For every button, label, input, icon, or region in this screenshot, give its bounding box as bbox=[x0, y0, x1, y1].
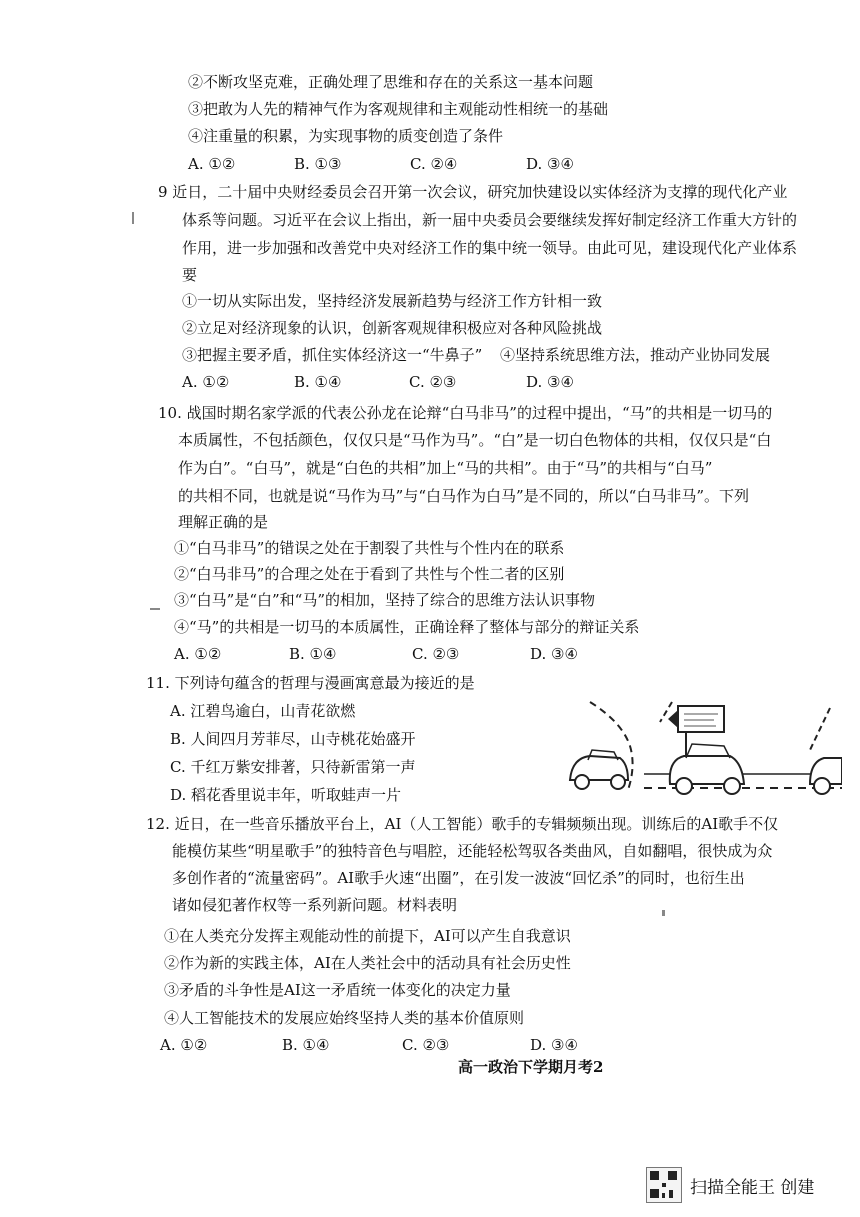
q10-statement-2: ②“白马非马”的合理之处在于看到了共性与个性二者的区别 bbox=[174, 565, 565, 583]
q12-statement-1: ①在人类充分发挥主观能动性的前提下，AI可以产生自我意识 bbox=[164, 927, 571, 945]
q9-statement-3: ③把握主要矛盾，抓住实体经济这一“牛鼻子” bbox=[182, 346, 483, 364]
q9-option-a: A. ①② bbox=[182, 373, 230, 391]
q9-stem-line-3: 作用，进一步加强和改善党中央对经济工作的集中统一领导。由此可见，建设现代化产业体系 bbox=[182, 239, 798, 257]
qr-code-icon bbox=[646, 1167, 682, 1203]
q11-option-d: D. 稻花香里说丰年，听取蛙声一片 bbox=[170, 786, 402, 804]
q10-stem-line-3: 作为白”。“白马”，就是“白色的共相”加上“马的共相”。由于“马”的共相与“白马” bbox=[178, 459, 713, 477]
q9-option-b: B. ①④ bbox=[294, 373, 342, 391]
q12-stem-line-2: 能模仿某些“明星歌手”的独特音色与唱腔，还能轻松驾驭各类曲风，自如翻唱，很快成为众 bbox=[172, 842, 773, 860]
q12-stem-line-1: 12. 近日，在一些音乐播放平台上，AI（人工智能）歌手的专辑频频出现。训练后的AI歌手不仅 bbox=[146, 815, 779, 833]
q10-option-b: B. ①④ bbox=[289, 645, 337, 663]
q10-stem-line-2: 本质属性，不包括颜色，仅仅只是“马作为马”。“白”是一切白色物体的共相，仅仅只是“白 bbox=[178, 431, 772, 449]
q10-stem-line-4: 的共相不同，也就是说“马作为马”与“白马作为白马”是不同的，所以“白马非马”。下列 bbox=[178, 487, 750, 505]
scanner-watermark bbox=[646, 1167, 846, 1201]
q10-statement-4: ④“马”的共相是一切马的本质属性，正确诠释了整体与部分的辩证关系 bbox=[174, 618, 640, 636]
q8-option-d: D. ③④ bbox=[526, 155, 574, 173]
q12-statement-3: ③矛盾的斗争性是AI这一矛盾统一体变化的决定力量 bbox=[164, 981, 511, 999]
q11-option-b: B. 人间四月芳菲尽，山寺桃花始盛开 bbox=[170, 730, 416, 748]
watermark-text: 扫描全能王 创建 bbox=[690, 1178, 815, 1198]
q11-cartoon-image bbox=[560, 700, 842, 802]
q12-stem-line-3: 多创作者的“流量密码”。AI歌手火速“出圈”，在引发一波波“回忆杀”的同时，也衍生出 bbox=[172, 869, 745, 887]
q10-option-d: D. ③④ bbox=[530, 645, 578, 663]
footer-title: 高一政治下学期月考2 bbox=[458, 1058, 604, 1076]
q12-statement-2: ②作为新的实践主体，AI在人类社会中的活动具有社会历史性 bbox=[164, 954, 571, 972]
q12-option-d: D. ③④ bbox=[530, 1036, 578, 1054]
q11-option-c: C. 千红万紫安排著，只待新雷第一声 bbox=[170, 758, 416, 776]
q9-option-d: D. ③④ bbox=[526, 373, 574, 391]
q10-statement-1: ①“白马非马”的错误之处在于割裂了共性与个性内在的联系 bbox=[174, 539, 565, 557]
q8-statement-2: ②不断攻坚克难，正确处理了思维和存在的关系这一基本问题 bbox=[188, 73, 594, 91]
q11-option-a: A. 江碧鸟逾白，山青花欲燃 bbox=[170, 702, 356, 720]
q9-statement-1: ①一切从实际出发，坚持经济发展新趋势与经济工作方针相一致 bbox=[182, 292, 603, 310]
q12-option-b: B. ①④ bbox=[282, 1036, 330, 1054]
q10-stem-line-5: 理解正确的是 bbox=[178, 513, 269, 531]
q9-statement-2: ②立足对经济现象的认识，创新客观规律积极应对各种风险挑战 bbox=[182, 319, 603, 337]
q12-statement-4: ④人工智能技术的发展应始终坚持人类的基本价值原则 bbox=[164, 1009, 525, 1027]
q12-stem-line-4: 诸如侵犯著作权等一系列新问题。材料表明 bbox=[172, 896, 458, 914]
q9-stem-line-1: 9 近日，二十届中央财经委员会召开第一次会议，研究加快建设以实体经济为支撑的现代化产业 bbox=[158, 183, 788, 201]
q12-option-c: C. ②③ bbox=[402, 1036, 450, 1054]
q8-statement-4: ④注重量的积累，为实现事物的质变创造了条件 bbox=[188, 127, 504, 145]
q9-statement-4: ④坚持系统思维方法，推动产业协同发展 bbox=[500, 346, 771, 364]
q10-statement-3: ③“白马”是“白”和“马”的相加，坚持了综合的思维方法认识事物 bbox=[174, 591, 596, 609]
q9-stem-line-4: 要 bbox=[182, 266, 198, 284]
scan-mark bbox=[662, 910, 665, 916]
q10-option-c: C. ②③ bbox=[412, 645, 460, 663]
q8-statement-3: ③把敢为人先的精神气作为客观规律和主观能动性相统一的基础 bbox=[188, 100, 609, 118]
q8-option-b: B. ①③ bbox=[294, 155, 342, 173]
q11-stem: 11. 下列诗句蕴含的哲理与漫画寓意最为接近的是 bbox=[146, 674, 475, 692]
q8-option-c: C. ②④ bbox=[410, 155, 458, 173]
q9-stem-line-2: 体系等问题。习近平在会议上指出，新一届中央委员会要继续发挥好制定经济工作重大方针的 bbox=[182, 211, 798, 229]
q9-option-c: C. ②③ bbox=[409, 373, 457, 391]
q8-option-a: A. ①② bbox=[188, 155, 236, 173]
q12-option-a: A. ①② bbox=[160, 1036, 208, 1054]
scan-mark bbox=[150, 608, 160, 610]
q10-option-a: A. ①② bbox=[174, 645, 222, 663]
scan-mark bbox=[132, 212, 134, 224]
q10-stem-line-1: 10. 战国时期名家学派的代表公孙龙在论辩“白马非马”的过程中提出，“马”的共相是一切马的 bbox=[158, 404, 773, 422]
